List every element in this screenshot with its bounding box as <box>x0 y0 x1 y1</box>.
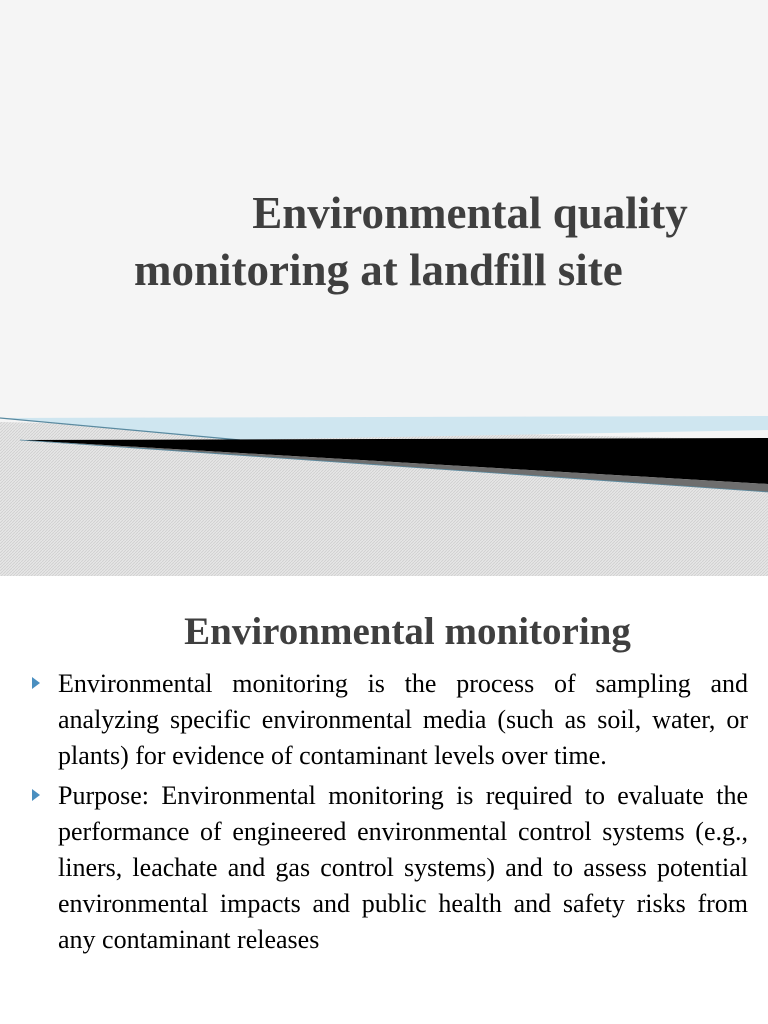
bullet-item <box>32 778 748 958</box>
bullet-list <box>32 666 748 962</box>
title-line-2: monitoring at landfill site <box>134 245 623 295</box>
section-title: Environmental monitoring <box>184 610 631 653</box>
bullet-arrow-icon <box>32 789 40 801</box>
slide-title <box>80 185 720 299</box>
bullet-text: Purpose: Environmental monitoring is required to evaluate the performance of engineered environmental control systems (e.g., liners, leachate and gas control systems) and to assess potential environmental impacts and public health and safety risks from any contaminant releases <box>58 781 748 954</box>
bullet-arrow-icon <box>32 677 40 689</box>
bullet-text: Environmental monitoring is the process of sampling and analyzing specific environmental media (such as soil, water, or plants) for evidence of contaminant levels over time. <box>58 669 748 770</box>
bullet-item <box>32 666 748 774</box>
content-slide <box>0 576 768 1024</box>
decorative-band <box>0 400 768 576</box>
title-line-1: Environmental quality <box>252 188 688 238</box>
